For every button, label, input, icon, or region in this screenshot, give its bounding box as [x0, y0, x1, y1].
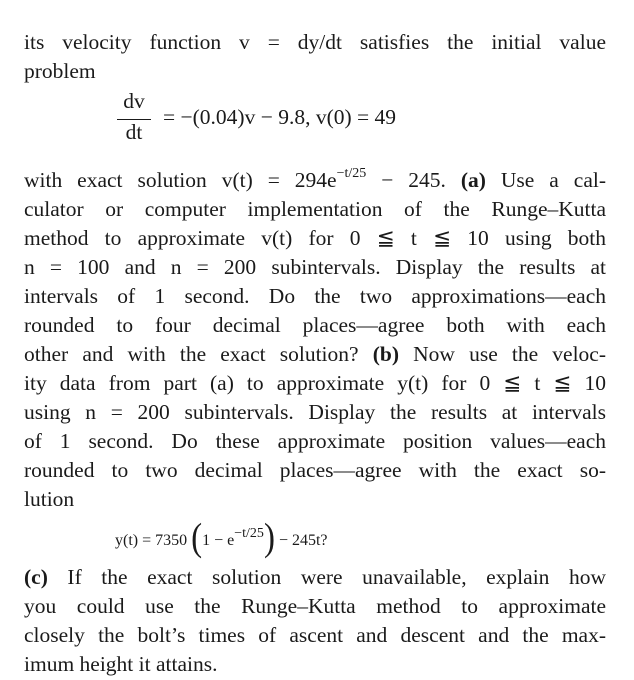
problem-text: [24, 28, 606, 86]
equation-content: [115, 516, 328, 560]
part-a-label: (a): [460, 168, 486, 192]
fraction-numerator: dv: [123, 89, 145, 113]
text-line: [24, 563, 606, 592]
fraction-denominator: dt: [125, 120, 143, 144]
text-span: − 245.: [366, 168, 461, 192]
text-span: If the exact solution were unavailable, explain how: [47, 565, 606, 589]
text-line: imum height it attains.: [24, 652, 218, 676]
problem-body: [24, 166, 606, 514]
text-span: Use a cal-: [485, 168, 606, 192]
position-equation: [0, 510, 634, 560]
part-c-label: (c): [24, 565, 48, 589]
text-line: intervals of 1 second. Do the two approximations—each: [24, 284, 606, 308]
text-line: you could use the Runge–Kutta method to approximate: [24, 594, 606, 618]
text-line: ity data from part (a) to approximate y(t) for 0 ≦ t ≦ 10: [24, 371, 606, 395]
text-line: method to approximate v(t) for 0 ≦ t ≦ 10 using both: [24, 226, 606, 250]
text-line: n = 100 and n = 200 subintervals. Display the results at: [24, 255, 606, 279]
text-span: 1 − e: [202, 532, 235, 549]
text-line: using n = 200 subintervals. Display the results at intervals: [24, 400, 606, 424]
exponent: −t/25: [336, 165, 367, 181]
text-span: other and with the exact solution?: [24, 342, 373, 366]
ode-equation: [115, 79, 515, 159]
text-line: rounded to two decimal places—agree with the exact so-: [24, 458, 606, 482]
exponent: −t/25: [234, 525, 264, 541]
text-line: its velocity function v = dy/dt satisfies the initial value: [24, 30, 606, 54]
left-paren: (: [191, 516, 203, 560]
text-span: with exact solution v(t) = 294e: [24, 168, 337, 192]
text-line: closely the bolt’s times of ascent and descent and the max-: [24, 623, 606, 647]
text-span: − 245t?: [274, 532, 328, 549]
text-line: lution: [24, 487, 75, 511]
text-line: rounded to four decimal places—agree both with each: [24, 313, 606, 337]
text-line: [24, 166, 606, 195]
text-span: Now use the veloc-: [399, 342, 606, 366]
text-line: problem: [24, 59, 96, 83]
text-span: y(t) = 7350: [115, 532, 192, 549]
text-line: culator or computer implementation of the Runge–Kutta: [24, 197, 606, 221]
text-line: of 1 second. Do these approximate position values—each: [24, 429, 606, 453]
part-c-text: [24, 563, 606, 679]
text-line: [24, 340, 606, 369]
part-b-label: (b): [372, 342, 399, 366]
right-paren: ): [263, 516, 275, 560]
equation-rhs: = −(0.04)v − 9.8, v(0) = 49: [163, 105, 397, 129]
